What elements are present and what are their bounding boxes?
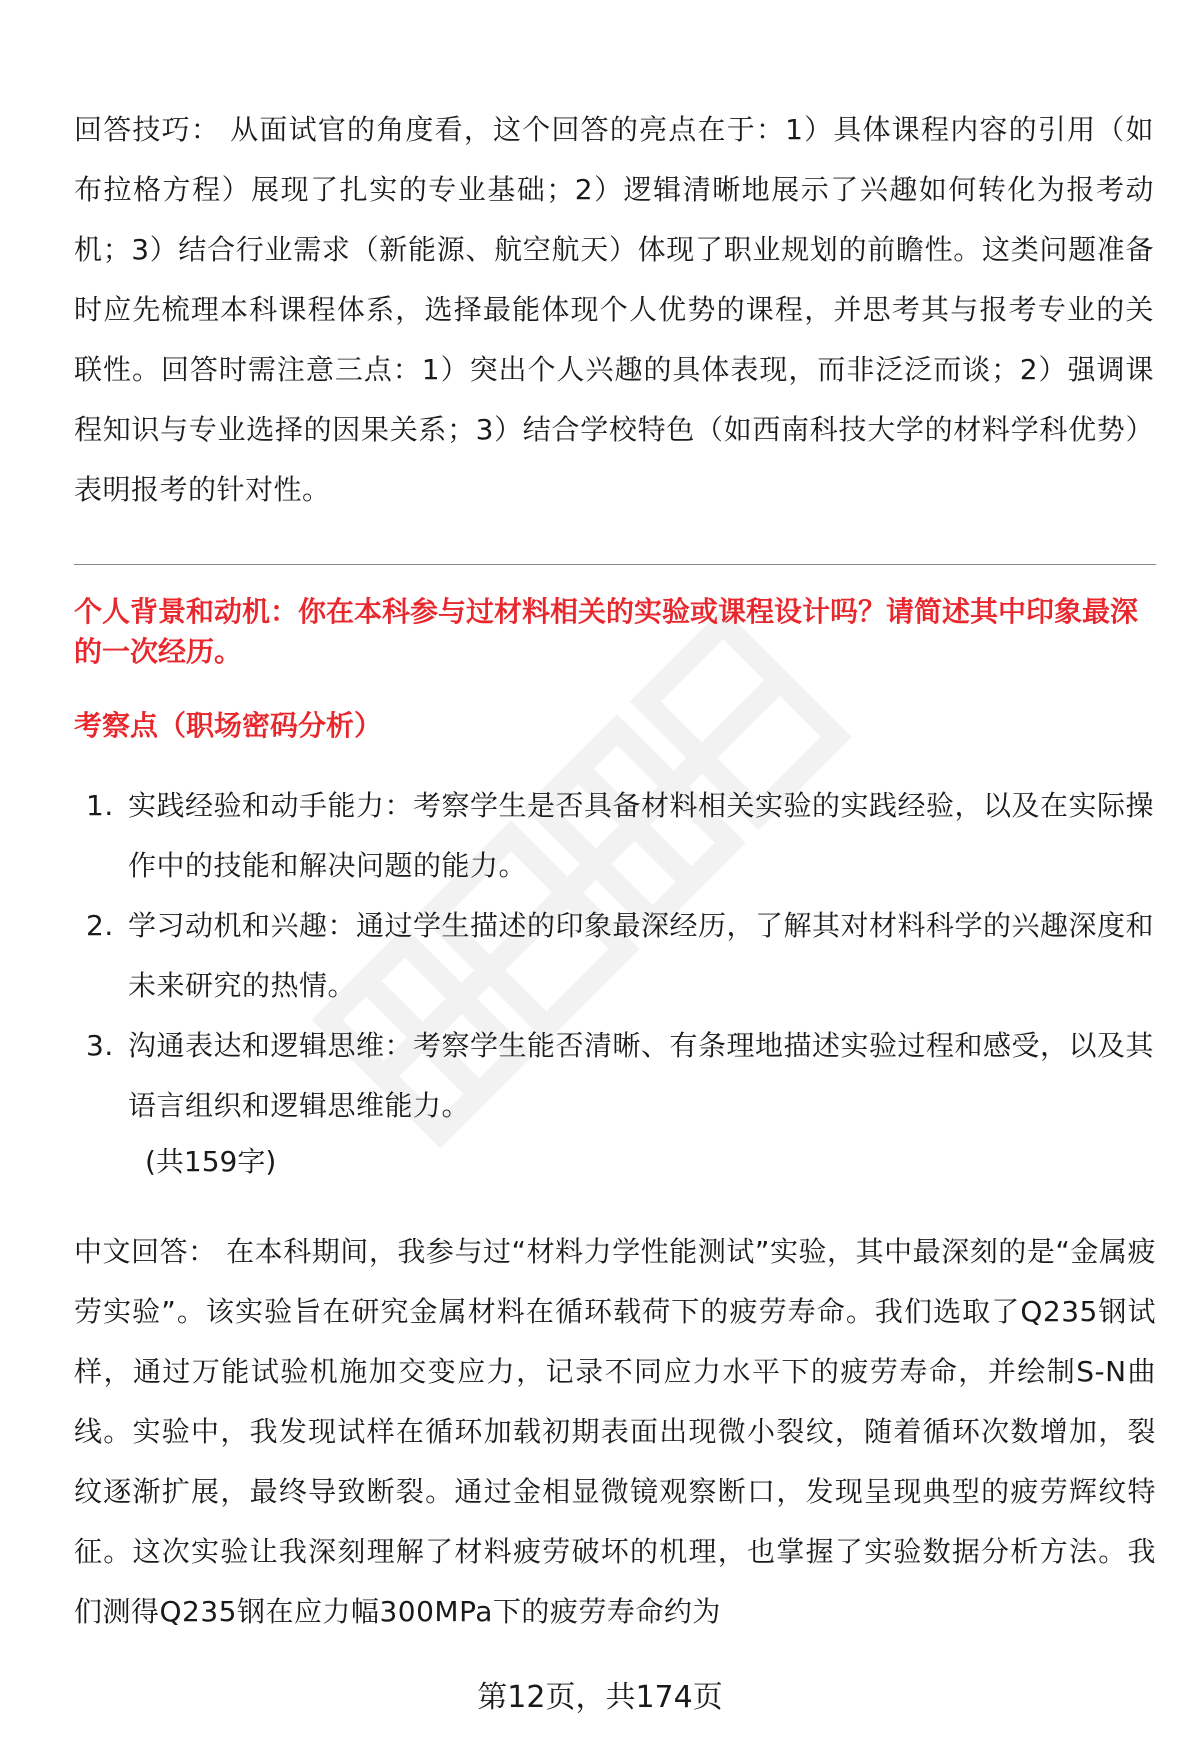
tip-section [74, 100, 1154, 520]
analysis-points-list [74, 776, 1156, 1136]
list-item-text: 沟通表达和逻辑思维：考察学生能否清晰、有条理地描述实验过程和感受，以及其语言组织和逻辑思维能力。 [128, 1029, 1155, 1122]
answer-section [74, 1222, 1156, 1642]
list-item [74, 776, 1156, 896]
list-item [74, 1016, 1156, 1136]
chinese-answer-paragraph: 中文回答： 在本科期间，我参与过“材料力学性能测试”实验，其中最深刻的是“金属疲劳实验”。该实验旨在研究金属材料在循环载荷下的疲劳寿命。我们选取了Q235钢试样，通过万能试验机施加交变应力，记录不同应力水平下的疲劳寿命，并绘制S-N曲线。实验中，我发现试样在循环加载初期表面出现微小裂纹，随着循环次数增加，裂纹逐渐扩展，最终导致断裂。通过金相显微镜观察断口，发现呈现典型的疲劳辉纹特征。这次实验让我深刻理解了材料疲劳破坏的机理，也掌握了实验数据分析方法。我们测得Q235钢在应力幅300MPa下的疲劳寿命约为 [74, 1235, 1156, 1628]
answer-tip-paragraph: 回答技巧： 从面试官的角度看，这个回答的亮点在于：1）具体课程内容的引用（如布拉格方程）展现了扎实的专业基础；2）逻辑清晰地展示了兴趣如何转化为报考动机；3）结合行业需求（新能源、航空航天）体现了职业规划的前瞻性。这类问题准备时应先梳理本科课程体系，选择最能体现个人优势的课程，并思考其与报考专业的关联性。回答时需注意三点：1）突出个人兴趣的具体表现，而非泛泛而谈；2）强调课程知识与专业选择的因果关系；3）结合学校特色（如西南科技大学的材料学科优势）表明报考的针对性。 [74, 113, 1154, 506]
character-count: (共159字) [145, 1145, 277, 1178]
list-item [74, 896, 1156, 1016]
page-number: 第12页，共174页 [477, 1680, 723, 1715]
list-item-text: 学习动机和兴趣：通过学生描述的印象最深经历，了解其对材料科学的兴趣深度和未来研究的热情。 [128, 909, 1155, 1002]
section-divider [74, 564, 1156, 565]
list-item-number: 2. [86, 909, 114, 942]
list-item-number: 1. [86, 789, 114, 822]
list-item-text: 实践经验和动手能力：考察学生是否具备材料相关实验的实践经验，以及在实际操作中的技能和解决问题的能力。 [128, 789, 1155, 882]
analysis-heading: 考察点（职场密码分析） [74, 709, 383, 742]
list-item-number: 3. [86, 1029, 114, 1062]
question-heading: 个人背景和动机：你在本科参与过材料相关的实验或课程设计吗？请简述其中印象最深的一次经历。 [74, 595, 1139, 668]
